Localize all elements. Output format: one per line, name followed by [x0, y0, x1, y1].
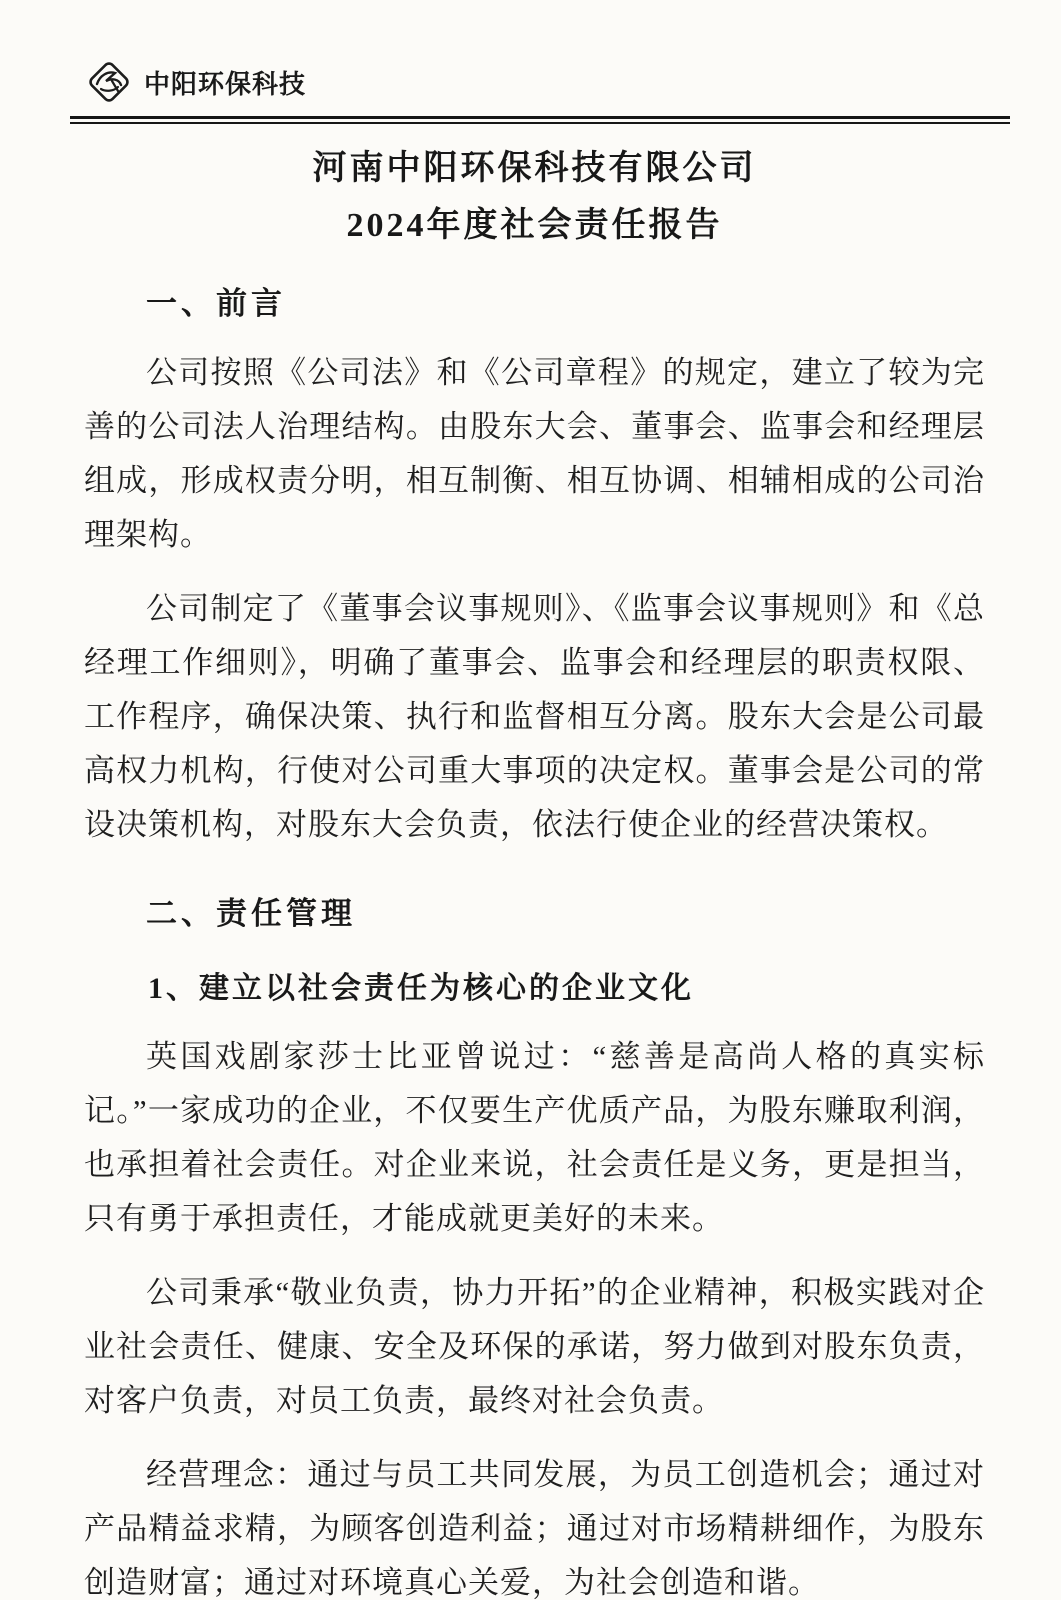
- section-heading-foreword: 一、前言: [146, 286, 286, 321]
- section-heading-responsibility-management: 二、责任管理: [146, 896, 356, 931]
- company-logo: [84, 56, 1009, 108]
- report-title-company: 河南中阳环保科技有限公司: [312, 150, 757, 187]
- company-logo-text: 中阳环保科技: [144, 68, 307, 99]
- report-body: [0, 124, 1061, 1600]
- paragraph-enterprise-spirit: 公司秉承“敬业负责，协力开拓”的企业精神，积极实践对企业社会责任、健康、安全及环保的承诺，努力做到对股东负责，对客户负责，对员工负责，最终对社会负责。: [84, 1275, 985, 1418]
- paragraph-governance-structure: 公司按照《公司法》和《公司章程》的规定，建立了较为完善的公司法人治理结构。由股东大会、董事会、监事会和经理层组成，形成权责分明，相互制衡、相互协调、相辅相成的公司治理架构。: [84, 355, 985, 552]
- diamond-zy-logo-icon: [84, 57, 134, 107]
- letterhead: [0, 0, 1061, 124]
- paragraph-business-philosophy: 经营理念：通过与员工共同发展，为员工创造机会；通过对产品精益求精，为顾客创造利益；通过对市场精耕细作，为股东创造财富；通过对环境真心关爱，为社会创造和谐。: [84, 1457, 985, 1600]
- subsection-heading-corporate-culture: 1、建立以社会责任为核心的企业文化: [148, 972, 694, 1005]
- paragraph-rules-and-powers: 公司制定了《董事会议事规则》、《监事会议事规则》和《总经理工作细则》，明确了董事会、监事会和经理层的职责权限、工作程序，确保决策、执行和监督相互分离。股东大会是公司最高权力机构，行使对公司重大事项的决定权。董事会是公司的常设决策机构，对股东大会负责，依法行使企业的经营决策权。: [84, 591, 985, 842]
- header-divider: [70, 116, 1010, 124]
- paragraph-shakespeare-quote: 英国戏剧家莎士比亚曾说过：“慈善是高尚人格的真实标记。”一家成功的企业，不仅要生产优质产品，为股东赚取利润，也承担着社会责任。对企业来说，社会责任是义务，更是担当，只有勇于承担责任，才能成就更美好的未来。: [84, 1039, 985, 1236]
- report-title-year: 2024年度社会责任报告: [346, 207, 723, 244]
